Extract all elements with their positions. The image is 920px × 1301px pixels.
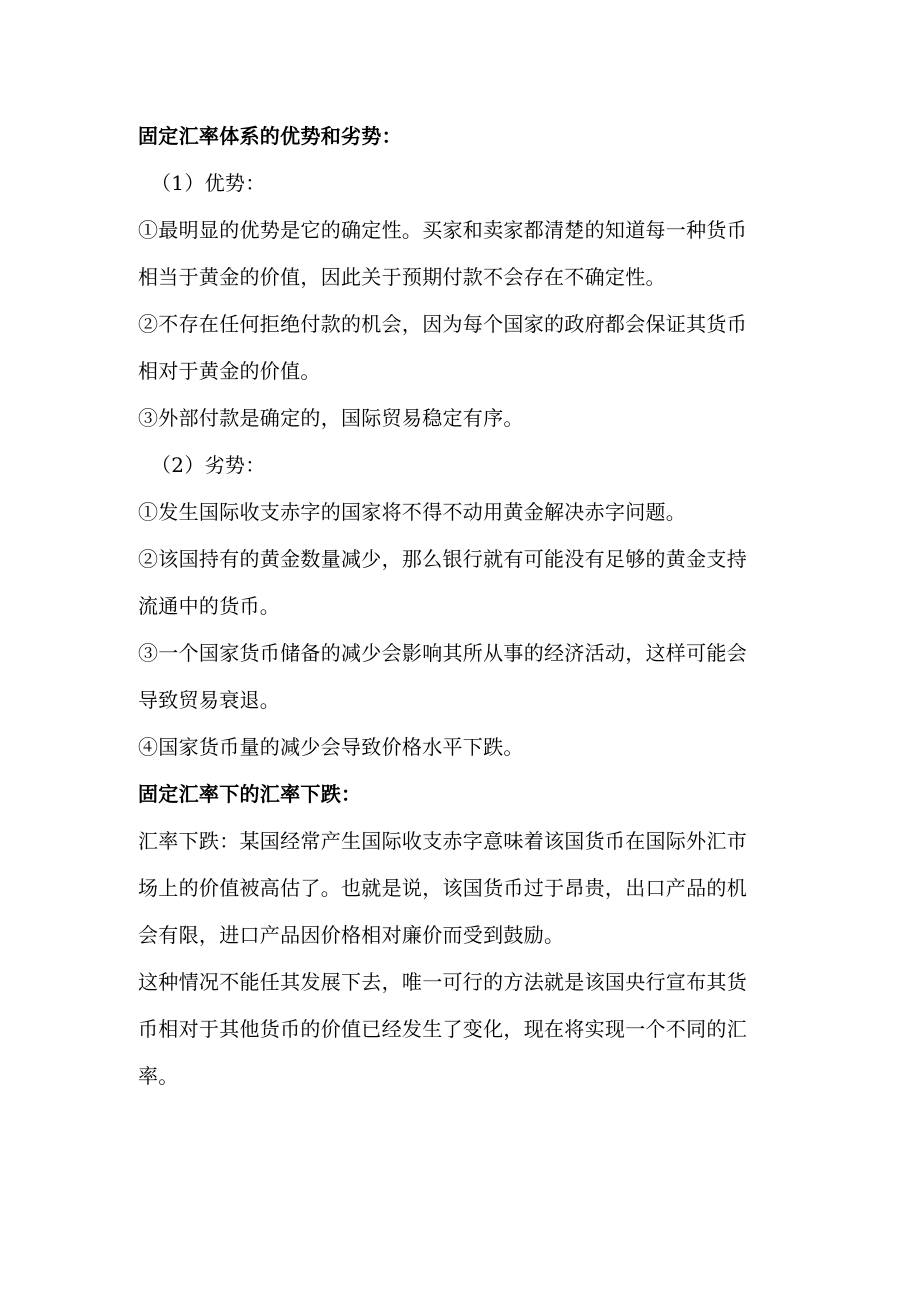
paragraph-2-line-3: 率。 [138,1064,179,1088]
advantage-item-2-line-1: ②不存在任何拒绝付款的机会，因为每个国家的政府都会保证其货币 [138,312,747,336]
advantage-item-2-line-2: 相对于黄金的价值。 [138,359,321,383]
disadvantage-item-1-line-1: ①发生国际收支赤字的国家将不得不动用黄金解决赤字问题。 [138,500,687,524]
disadvantage-item-3-line-2: 导致贸易衰退。 [138,688,281,712]
disadvantage-item-2-line-1: ②该国持有的黄金数量减少，那么银行就有可能没有足够的黄金支持 [138,547,747,571]
document-body [138,113,786,1100]
disadvantage-item-2-line-2: 流通中的货币。 [138,594,281,618]
section-title-exchange-rate-decline: 固定汇率下的汇率下跌： [138,782,362,806]
paragraph-1-line-3: 会有限，进口产品因价格相对廉价而受到鼓励。 [138,923,565,947]
advantage-item-3-line-1: ③外部付款是确定的，国际贸易稳定有序。 [138,406,524,430]
advantages-label: （1）优势： [151,171,266,195]
paragraph-1-line-1: 汇率下跌：某国经常产生国际收支赤字意味着该国货币在国际外汇市 [138,829,747,853]
paragraph-2-line-2: 币相对于其他货币的价值已经发生了变化，现在将实现一个不同的汇 [138,1017,747,1041]
disadvantages-label: （2）劣势： [151,453,266,477]
paragraph-1-line-2: 场上的价值被高估了。也就是说，该国货币过于昂贵，出口产品的机 [138,876,747,900]
disadvantage-item-4-line-1: ④国家货币量的减少会导致价格水平下跌。 [138,735,524,759]
section-title-fixed-rate-pros-cons: 固定汇率体系的优势和劣势： [138,124,402,148]
advantage-item-1-line-1: ①最明显的优势是它的确定性。买家和卖家都清楚的知道每一种货币 [138,218,747,242]
disadvantage-item-3-line-1: ③一个国家货币储备的减少会影响其所从事的经济活动，这样可能会 [138,641,747,665]
paragraph-2-line-1: 这种情况不能任其发展下去，唯一可行的方法就是该国央行宣布其货 [138,970,747,994]
advantage-item-1-line-2: 相当于黄金的价值，因此关于预期付款不会存在不确定性。 [138,265,666,289]
